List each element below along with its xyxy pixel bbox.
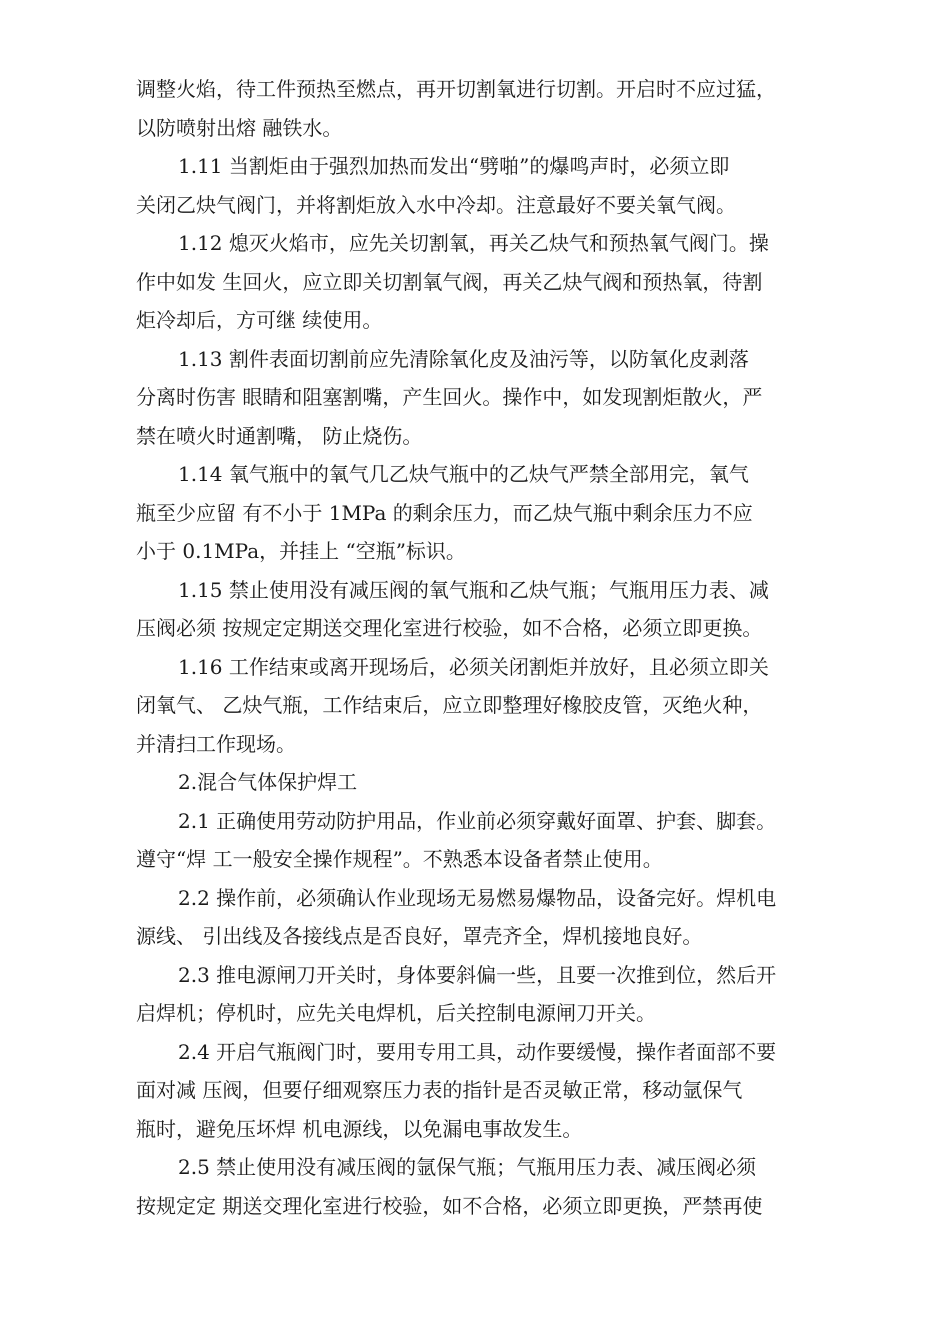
text-line: 分离时伤害 眼睛和阻塞割嘴，产生回火。操作中，如发现割炬散火，严 <box>136 385 763 409</box>
paragraph-flame-adjust <box>136 70 816 147</box>
paragraph-1-11 <box>136 147 816 224</box>
document-page <box>136 70 816 1225</box>
text-line: 1.15 禁止使用没有减压阀的氧气瓶和乙炔气瓶；气瓶用压力表、减 <box>178 577 769 602</box>
text-line: 关闭乙炔气阀门，并将割炬放入水中冷却。注意最好不要关氧气阀。 <box>136 192 736 217</box>
text-line: 炬冷却后，方可继 续使用。 <box>136 308 383 332</box>
text-line: 小于 0.1MPa，并挂上 “空瓶”标识。 <box>136 539 466 563</box>
text-line: 2.2 操作前，必须确认作业现场无易燃易爆物品，设备完好。焊机电 <box>178 885 777 910</box>
text-line: 遵守“焊 工一般安全操作规程”。不熟悉本设备者禁止使用。 <box>136 847 663 871</box>
text-line: 2.3 推电源闸刀开关时，身体要斜偏一些，且要一次推到位，然后开 <box>178 962 777 987</box>
text-line: 1.12 熄灭火焰市，应先关切割氧，再关乙炔气和预热氧气阀门。操 <box>178 231 769 255</box>
paragraph-1-15 <box>136 571 816 648</box>
text-line: 1.11 当割炬由于强烈加热而发出“劈啪”的爆鸣声时，必须立即 <box>178 154 730 178</box>
text-line: 按规定定 期送交理化室进行校验，如不合格，必须立即更换，严禁再使 <box>136 1193 763 1218</box>
section-heading-2 <box>136 763 816 802</box>
text-line: 调整火焰，待工件预热至燃点，再开切割氧进行切割。开启时不应过猛， <box>136 77 776 101</box>
text-line: 2.1 正确使用劳动防护用品，作业前必须穿戴好面罩、护套、脚套。 <box>178 808 777 833</box>
text-line: 作中如发 生回火，应立即关切割氧气阀，再关乙炔气阀和预热氧，待割 <box>136 269 763 294</box>
text-line: 闭氧气、 乙炔气瓶，工作结束后，应立即整理好橡胶皮管，灭绝火种， <box>136 693 763 717</box>
text-line: 1.16 工作结束或离开现场后，必须关闭割炬并放好，且必须立即关 <box>178 654 769 679</box>
paragraph-1-13 <box>136 340 816 456</box>
paragraph-1-14 <box>136 455 816 571</box>
text-line: 源线、 引出线及各接线点是否良好，罩壳齐全，焊机接地良好。 <box>136 924 703 948</box>
paragraph-2-1 <box>136 802 816 879</box>
text-line: 瓶时，避免压坏焊 机电源线，以免漏电事故发生。 <box>136 1116 583 1141</box>
text-line: 1.14 氧气瓶中的氧气几乙炔气瓶中的乙炔气严禁全部用完，氧气 <box>178 462 749 486</box>
text-line: 1.13 割件表面切割前应先清除氧化皮及油污等，以防氧化皮剥落 <box>178 346 749 371</box>
text-line: 2.5 禁止使用没有减压阀的氩保气瓶；气瓶用压力表、减压阀必须 <box>178 1155 757 1179</box>
section-heading: 2.混合气体保护焊工 <box>178 770 358 794</box>
paragraph-2-4 <box>136 1033 816 1149</box>
paragraph-1-12 <box>136 224 816 340</box>
paragraph-2-2 <box>136 879 816 956</box>
text-line: 启焊机；停机时，应先关电焊机，后关控制电源闸刀开关。 <box>136 1001 656 1025</box>
text-line: 2.4 开启气瓶阀门时，要用专用工具，动作要缓慢，操作者面部不要 <box>178 1039 777 1064</box>
text-line: 禁在喷火时通割嘴， 防止烧伤。 <box>136 423 423 448</box>
paragraph-1-16 <box>136 648 816 764</box>
text-line: 以防喷射出熔 融铁水。 <box>136 115 343 140</box>
paragraph-2-3 <box>136 956 816 1033</box>
text-line: 压阀必须 按规定定期送交理化室进行校验，如不合格，必须立即更换。 <box>136 616 763 640</box>
paragraph-2-5 <box>136 1148 816 1225</box>
text-line: 瓶至少应留 有不小于 1MPa 的剩余压力，而乙炔气瓶中剩余压力不应 <box>136 500 753 525</box>
text-line: 面对减 压阀，但要仔细观察压力表的指针是否灵敏正常，移动氩保气 <box>136 1078 743 1102</box>
text-line: 并清扫工作现场。 <box>136 731 296 756</box>
